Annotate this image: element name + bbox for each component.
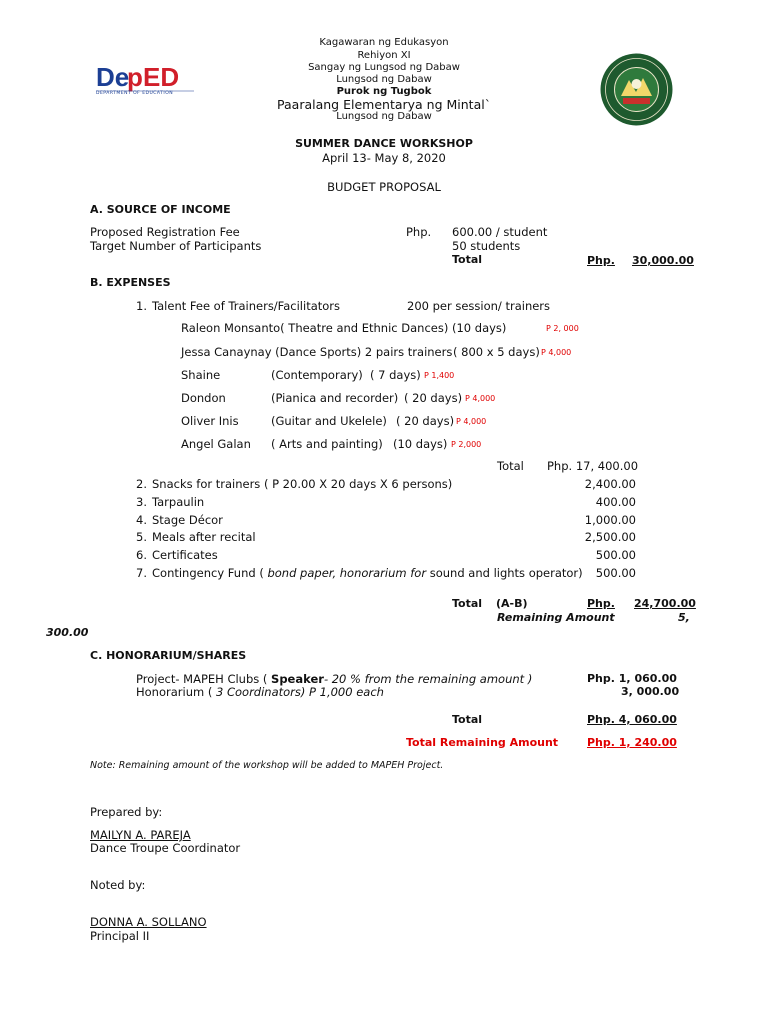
expense-item-amount: 2,500.00 [584,530,636,544]
expense-item-number: 1. [136,299,147,313]
expense-total-ab: (A-B) [496,597,528,610]
svg-text:ED: ED [143,62,180,92]
prepared-by-title: Dance Troupe Coordinator [90,841,241,855]
expense-item-number: 7. [136,566,147,580]
total-remaining-value: Php. 1, 240.00 [587,736,677,749]
income-total-value: 30,000.00 [632,254,694,267]
event-dates: April 13- May 8, 2020 [322,151,446,165]
expense-item-label: Certificates [152,548,218,562]
expense-item-label: Snacks for trainers ( P 20.00 X 20 days X 6 persons) [152,477,453,491]
remaining-amount-value-part2: 300.00 [46,626,89,639]
expense-item-label: Meals after recital [152,530,256,544]
expense-item-number: 6. [136,548,147,562]
prepared-by-label: Prepared by: [90,805,163,819]
honorarium-coord-italic: 3 Coordinators) [216,685,306,699]
expense-item-amount: 500.00 [595,566,636,580]
trainer-amount: P 1,400 [424,371,455,380]
noted-by-title: Principal II [90,929,150,943]
prepared-by-name: MAILYN A. PAREJA [90,828,191,842]
honorarium-coord-post: P 1,000 each [305,685,384,699]
event-title: SUMMER DANCE WORKSHOP [295,137,473,150]
deped-logo-subtitle: DEPARTMENT OF EDUCATION [96,91,174,96]
expense-item-number: 5. [136,530,147,544]
svg-text:De: De [96,62,130,92]
header-school-city: Lungsod ng Dabaw [336,111,432,122]
honorarium-project-bold: Speaker [271,672,324,686]
header-school: Paaralang Elementarya ng Mintal` [277,97,491,112]
honorarium-project-value: Php. 1, 060.00 [587,672,677,685]
remaining-amount-value-part1: 5, [678,611,690,624]
trainer-days: (10 days) [452,321,507,335]
expense-item-label: Talent Fee of Trainers/Facilitators [152,299,341,313]
trainer-name: Angel Galan [181,437,251,451]
honorarium-total-value: Php. 4, 060.00 [587,713,677,726]
expense-item-number: 2. [136,477,147,491]
trainer-area: (Guitar and Ukelele) [271,414,387,428]
expense-total-currency: Php. [587,597,615,610]
header-region: Rehiyon XI [357,50,411,61]
trainer-amount: P 4,000 [456,417,487,426]
noted-by-name: DONNA A. SOLLANO [90,915,207,929]
income-row-value: 50 students [452,239,521,253]
trainer-days: ( 800 x 5 days) [453,345,540,359]
expense-item-number: 3. [136,495,147,509]
trainer-amount: P 2,000 [451,440,482,449]
section-a-heading: A. SOURCE OF INCOME [90,203,231,216]
total-remaining-label: Total Remaining Amount [406,736,559,749]
income-total-currency: Php. [587,254,615,267]
expense-item-amount: 2,400.00 [584,477,636,491]
trainer-name: Oliver Inis [181,414,239,428]
trainer-amount: P 2, 000 [546,324,579,333]
document-title: BUDGET PROPOSAL [327,180,441,194]
trainer-days: ( 20 days) [404,391,463,405]
expense-total-label: Total [452,597,483,610]
noted-by-label: Noted by: [90,878,146,892]
trainer-name: Shaine [181,368,221,382]
trainer-amount: P 4,000 [541,348,572,357]
expense-item-amount: 500.00 [595,548,636,562]
section-b-heading: B. EXPENSES [90,276,171,289]
honorarium-project-italic: - 20 % from the remaining amount ) [323,672,533,686]
income-row-label: Proposed Registration Fee [90,225,240,239]
section-c-heading: C. HONORARIUM/SHARES [90,649,247,662]
talent-total-value: Php. 17, 400.00 [547,459,639,473]
talent-total-label: Total [497,459,524,473]
honorarium-project-pre: Project- MAPEH Clubs ( [136,672,272,686]
honorarium-coord-pre: Honorarium ( [136,685,216,699]
income-total-label: Total [452,253,483,266]
income-row-currency: Php. [406,225,432,239]
contingency-label-post: sound and lights operator) [426,566,583,580]
honorarium-row-project [136,672,532,686]
trainer-days: ( 7 days) [370,368,421,382]
remaining-amount-label: Remaining Amount [497,611,615,624]
expense-item-amount: 400.00 [595,495,636,509]
contingency-label-italic: bond paper, honorarium for [267,566,427,580]
trainer-days: ( 20 days) [396,414,455,428]
expense-item-amount: 1,000.00 [584,513,636,527]
income-row-label: Target Number of Participants [90,239,262,253]
expense-total-value: 24,700.00 [634,597,696,610]
trainer-area: ( Arts and painting) [271,437,383,451]
contingency-label-pre: Contingency Fund ( [152,566,268,580]
footnote: Note: Remaining amount of the workshop will be added to MAPEH Project. [90,760,444,771]
expense-item-label: Stage Décor [152,513,223,527]
trainer-name: Raleon Monsanto( Theatre and Ethnic Dances) [181,321,449,335]
trainer-days: (10 days) [393,437,448,451]
header-agency: Kagawaran ng Edukasyon [319,37,449,48]
trainer-name: Jessa Canaynay (Dance Sports) 2 pairs trainers [181,345,453,359]
income-row-value: 600.00 / student [452,225,548,239]
expense-item-rate: 200 per session/ trainers [407,299,551,313]
trainer-name: Dondon [181,391,226,405]
expense-item-label: Tarpaulin [152,495,205,509]
expense-item-number: 4. [136,513,147,527]
svg-text:p: p [127,62,143,92]
honorarium-coord-value: 3, 000.00 [621,685,680,698]
header-district: Purok ng Tugbok [336,86,432,97]
trainer-amount: P 4,000 [465,394,496,403]
trainer-area: (Pianica and recorder) [271,391,399,405]
trainer-area: (Contemporary) [271,368,363,382]
honorarium-total-label: Total [452,713,483,726]
contingency-label [152,566,583,580]
header-city: Lungsod ng Dabaw [336,74,432,85]
header-division: Sangay ng Lungsod ng Dabaw [308,62,460,73]
honorarium-row-coordinators [136,685,384,699]
